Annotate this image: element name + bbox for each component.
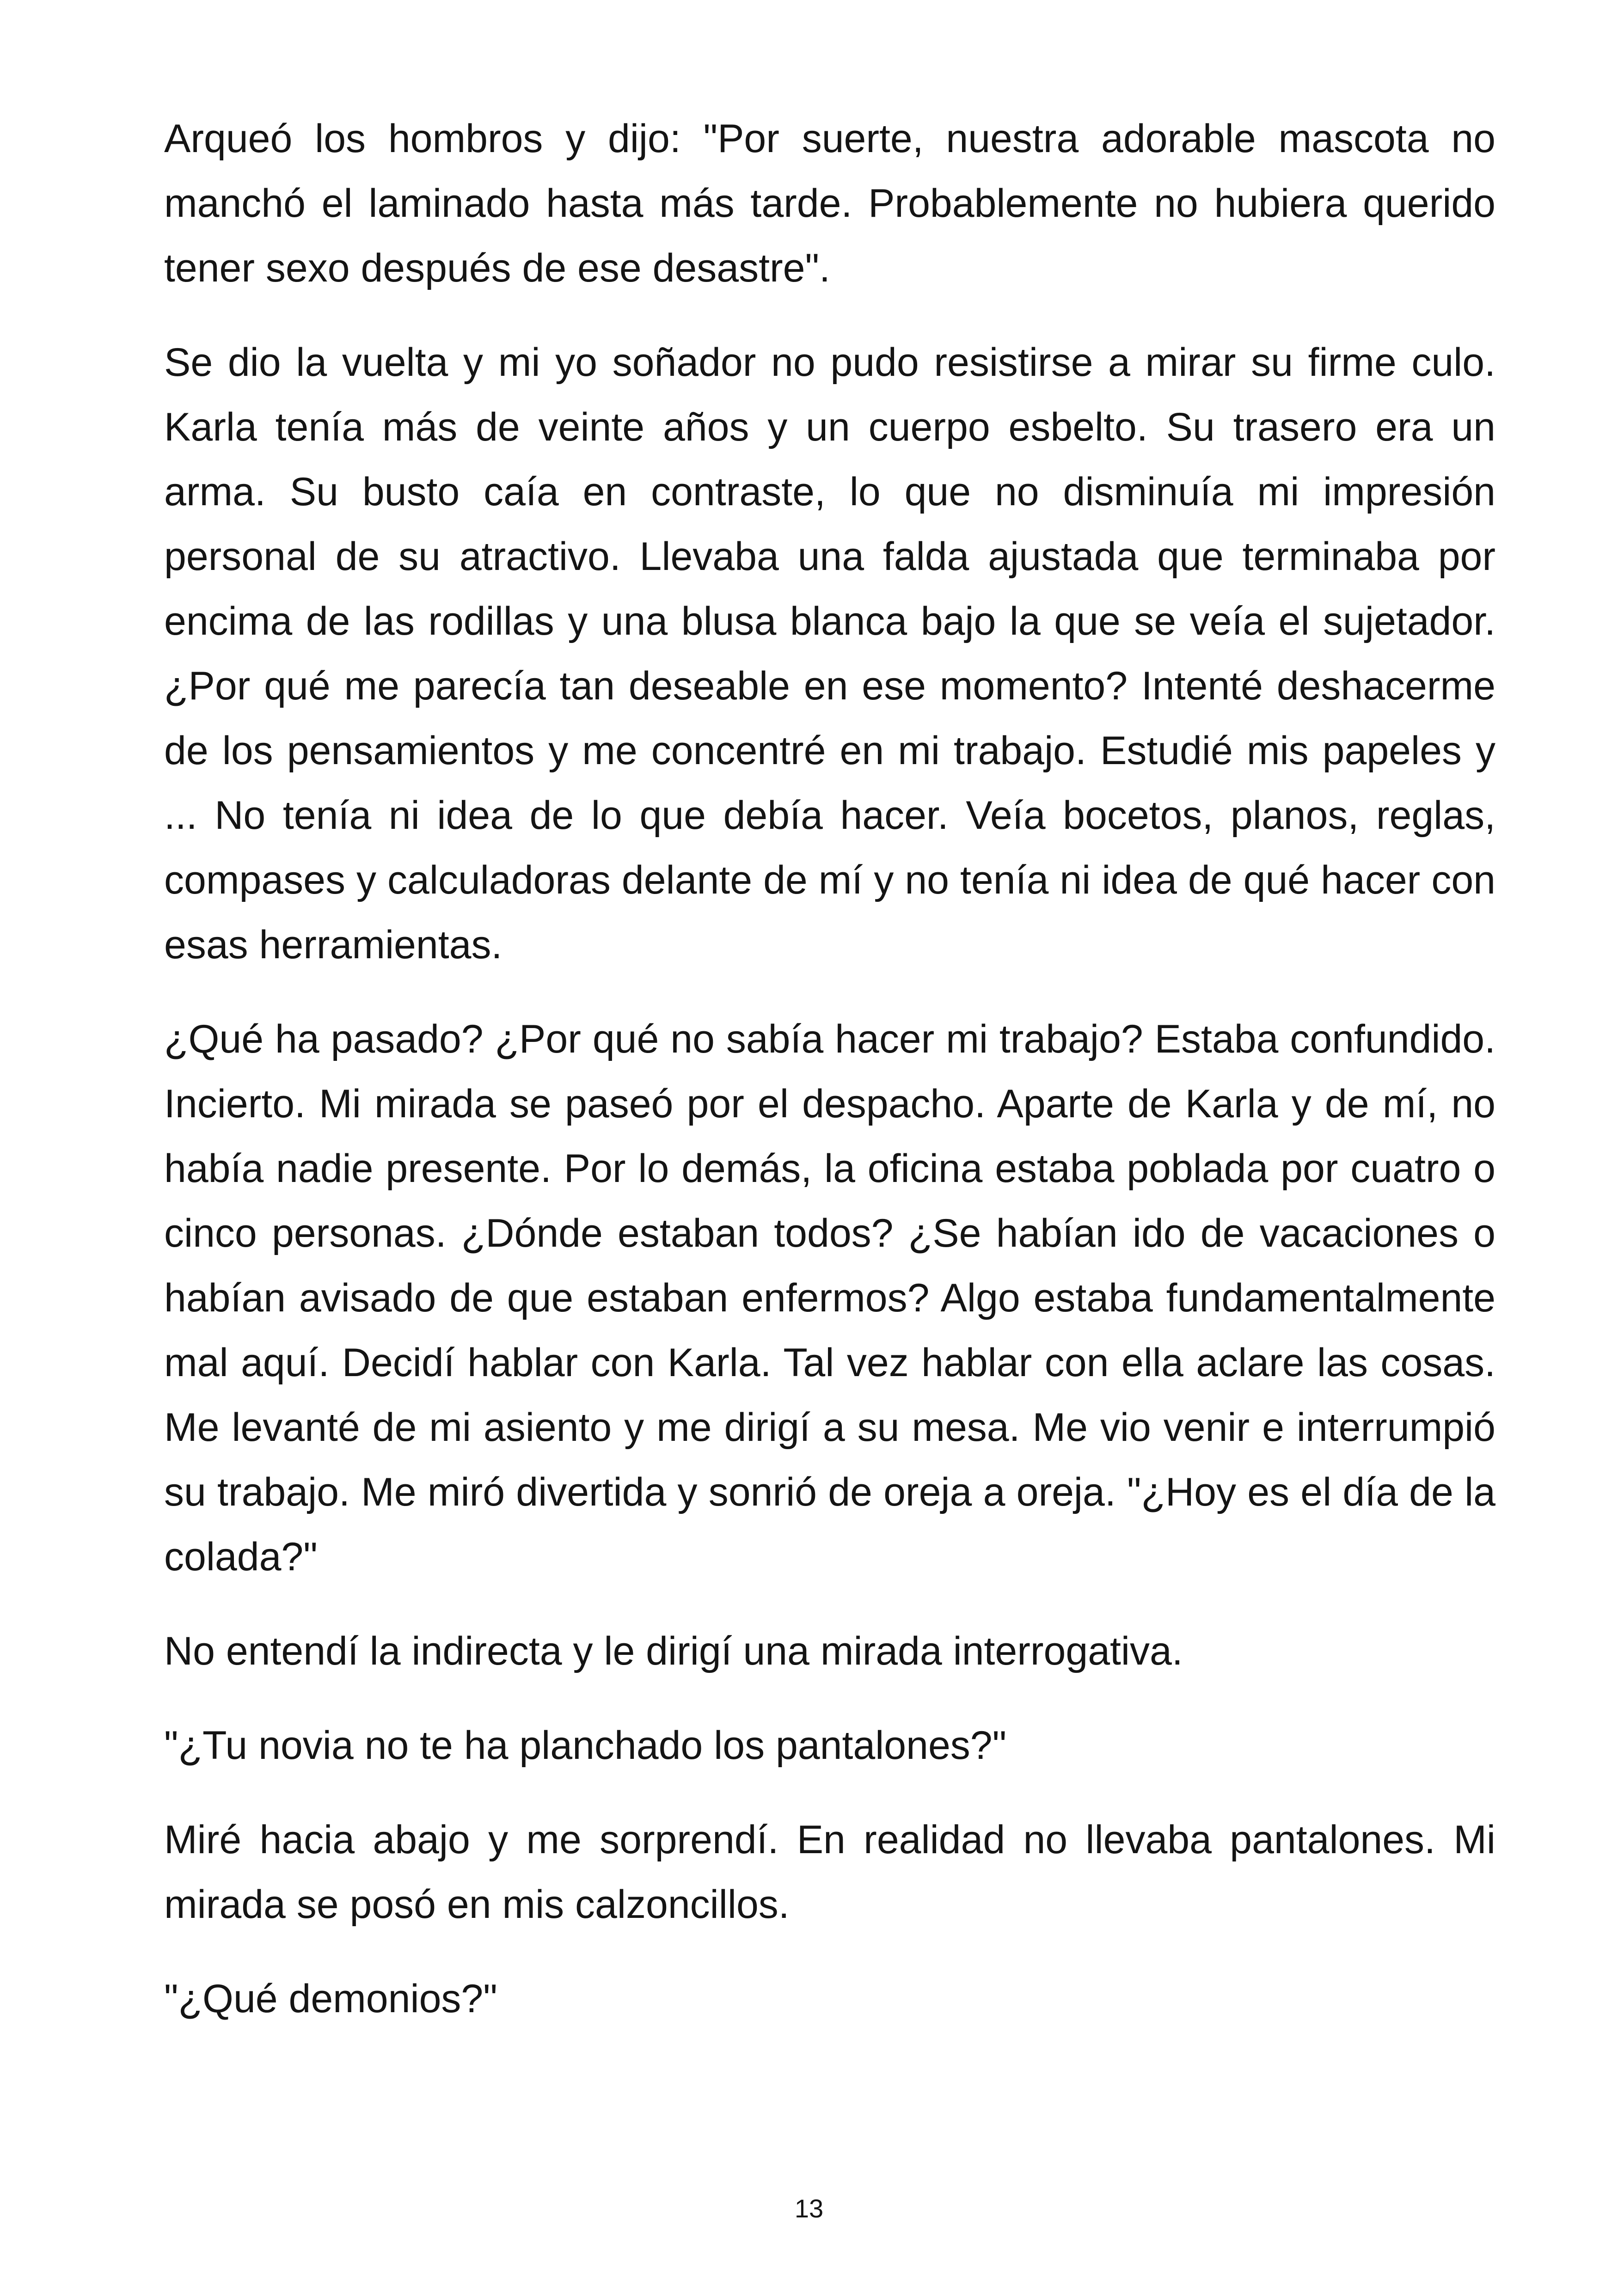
paragraph-1: Arqueó los hombros y dijo: "Por suerte, nuestra adorable mascota no manchó el laminado hasta más tarde. Probablemente no hubiera querido tener sexo después de ese desastre".	[164, 116, 1495, 290]
body-text	[164, 106, 1495, 2061]
paragraph-5: "¿Tu novia no te ha planchado los pantalones?"	[164, 1723, 1007, 1768]
page-number: 13	[794, 2194, 824, 2223]
paragraph-3: ¿Qué ha pasado? ¿Por qué no sabía hacer mi trabajo? Estaba confundido. Incierto. Mi mirada se paseó por el despacho. Aparte de Karla y de mí, no había nadie presente. Por lo demás, la oficina estaba poblada por cuatro o cinco personas. ¿Dónde estaban todos? ¿Se habían ido de vacaciones o habían avisado de que estaban enfermos? Algo estaba fundamentalmente mal aquí. Decidí hablar con Karla. Tal vez hablar con ella aclare las cosas. Me levanté de mi asiento y me dirigí a su mesa. Me vio venir e interrumpió su trabajo. Me miró divertida y sonrió de oreja a oreja. "¿Hoy es el día de la colada?"	[164, 1017, 1495, 1579]
paragraph-4: No entendí la indirecta y le dirigí una mirada interrogativa.	[164, 1629, 1183, 1673]
paragraph-7: "¿Qué demonios?"	[164, 1977, 497, 2021]
paragraph-2: Se dio la vuelta y mi yo soñador no pudo resistirse a mirar su firme culo. Karla tenía más de veinte años y un cuerpo esbelto. Su trasero era un arma. Su busto caía en contraste, lo que no disminuía mi impresión personal de su atractivo. Llevaba una falda ajustada que terminaba por encima de las rodillas y una blusa blanca bajo la que se veía el sujetador. ¿Por qué me parecía tan deseable en ese momento? Intenté deshacerme de los pensamientos y me concentré en mi trabajo. Estudié mis papeles y ... No tenía ni idea de lo que debía hacer. Veía bocetos, planos, reglas, compases y calculadoras delante de mí y no tenía ni idea de qué hacer con esas herramientas.	[164, 340, 1495, 967]
paragraph-6: Miré hacia abajo y me sorprendí. En realidad no llevaba pantalones. Mi mirada se posó en mis calzoncillos.	[164, 1818, 1495, 1927]
